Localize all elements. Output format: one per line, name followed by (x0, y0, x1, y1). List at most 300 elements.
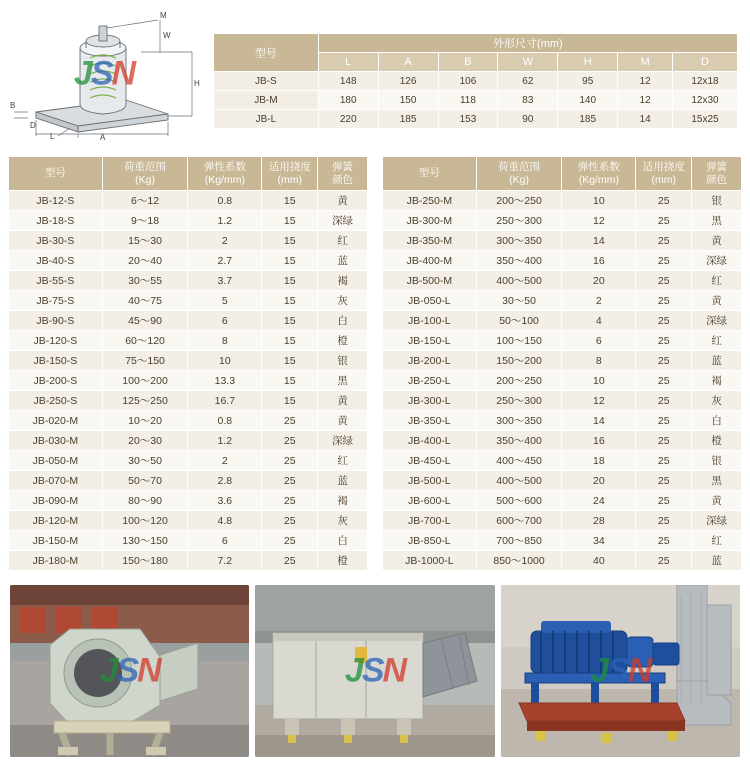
spec-cell-model: JB-350-M (383, 231, 477, 251)
spec-cell-k: 4 (562, 311, 636, 331)
spec-cell-deflection: 25 (636, 271, 692, 291)
spec-cell-model: JB-55-S (9, 271, 103, 291)
spec-cell-load: 15～30 (102, 231, 188, 251)
spec-col-k (562, 157, 636, 191)
table-row (214, 91, 738, 110)
watermark-j: J (73, 54, 91, 93)
spec-cell-model: JB-500-L (383, 471, 477, 491)
spec-cell-k: 2 (562, 291, 636, 311)
spec-col-color (692, 157, 742, 191)
table-row (9, 451, 368, 471)
table-row (9, 291, 368, 311)
spring-mount-diagram (8, 8, 213, 140)
dim-cell: 15x25 (673, 110, 738, 129)
diagram-label-L: L (50, 132, 55, 140)
spec-cell-color: 橙 (318, 331, 368, 351)
spec-cell-model: JB-020-M (9, 411, 103, 431)
spec-cell-deflection: 25 (636, 191, 692, 211)
spec-cell-load: 60～120 (102, 331, 188, 351)
spec-cell-load: 250～300 (476, 391, 562, 411)
spec-cell-model: JB-300-M (383, 211, 477, 231)
spec-cell-k: 8 (562, 351, 636, 371)
spec-cell-color: 橙 (318, 551, 368, 571)
spec-cell-deflection: 25 (636, 291, 692, 311)
spec-col-load-line1: 荷重范围 (124, 161, 167, 174)
diagram-label-B: B (10, 101, 16, 110)
dim-cell: 14 (618, 110, 673, 129)
spec-cell-load: 6～12 (102, 191, 188, 211)
diagram-label-D: D (30, 121, 36, 130)
spec-table-left (8, 156, 368, 571)
dim-col-model: 型号 (214, 34, 319, 72)
spec-cell-deflection: 15 (262, 391, 318, 411)
spec-cell-load: 30～50 (102, 451, 188, 471)
spec-cell-color: 黄 (692, 291, 742, 311)
spec-cell-color: 黄 (692, 231, 742, 251)
spec-cell-color: 橙 (692, 431, 742, 451)
watermark-s: S (607, 651, 628, 690)
spec-cell-k: 34 (562, 531, 636, 551)
spec-cell-model: JB-700-L (383, 511, 477, 531)
spec-col-defl-line2: (mm) (651, 173, 676, 186)
spec-cell-load: 125～250 (102, 391, 188, 411)
spec-cell-deflection: 25 (262, 431, 318, 451)
table-row (9, 511, 368, 531)
spec-col-k-line2: (Kg/mm) (578, 173, 619, 186)
dim-cell: 106 (438, 72, 498, 91)
spec-col-load (102, 157, 188, 191)
spec-cell-model: JB-030-M (9, 431, 103, 451)
spec-cell-load: 500～600 (476, 491, 562, 511)
spec-cell-load: 20～30 (102, 431, 188, 451)
spec-col-color-line1: 弹簧 (706, 161, 728, 174)
spec-cell-k: 12 (562, 211, 636, 231)
table-row (383, 211, 742, 231)
spec-cell-deflection: 15 (262, 211, 318, 231)
spec-cell-deflection: 25 (636, 211, 692, 231)
spec-cell-deflection: 25 (636, 531, 692, 551)
spec-cell-load: 700～850 (476, 531, 562, 551)
table-header-row (214, 34, 738, 53)
spec-cell-load: 10～20 (102, 411, 188, 431)
spec-cell-load: 400～500 (476, 271, 562, 291)
spec-cell-deflection: 25 (636, 251, 692, 271)
table-row (383, 391, 742, 411)
spec-cell-model: JB-250-L (383, 371, 477, 391)
spec-cell-k: 6 (188, 531, 262, 551)
watermark-n: N (111, 54, 135, 93)
spec-cell-model: JB-250-M (383, 191, 477, 211)
spec-cell-load: 9～18 (102, 211, 188, 231)
table-row (214, 110, 738, 129)
spec-cell-model: JB-600-L (383, 491, 477, 511)
spec-cell-load: 300～350 (476, 231, 562, 251)
spec-cell-load: 400～500 (476, 471, 562, 491)
spec-cell-model: JB-300-L (383, 391, 477, 411)
spec-cell-k: 13.3 (188, 371, 262, 391)
table-row (383, 251, 742, 271)
spec-cell-model: JB-200-L (383, 351, 477, 371)
spec-cell-load: 250～300 (476, 211, 562, 231)
spec-cell-deflection: 15 (262, 371, 318, 391)
spec-cell-color: 红 (692, 271, 742, 291)
dim-col-B: B (438, 53, 498, 72)
dim-col-A: A (378, 53, 438, 72)
watermark-j: J (344, 651, 362, 690)
spec-cell-deflection: 25 (262, 491, 318, 511)
table-row (383, 291, 742, 311)
spec-cell-k: 20 (562, 271, 636, 291)
spec-cell-color: 红 (692, 331, 742, 351)
photo-gallery (0, 571, 750, 761)
spec-cell-load: 150～200 (476, 351, 562, 371)
spec-cell-color: 灰 (692, 391, 742, 411)
spec-cell-deflection: 25 (262, 551, 318, 571)
spec-cell-k: 2 (188, 451, 262, 471)
spec-cell-k: 10 (188, 351, 262, 371)
spec-cell-k: 24 (562, 491, 636, 511)
spec-cell-k: 14 (562, 231, 636, 251)
spec-col-deflection (262, 157, 318, 191)
spec-cell-k: 3.6 (188, 491, 262, 511)
spec-cell-deflection: 15 (262, 291, 318, 311)
spec-cell-k: 1.2 (188, 431, 262, 451)
spec-cell-load: 100～150 (476, 331, 562, 351)
spec-cell-k: 10 (562, 191, 636, 211)
spec-cell-deflection: 15 (262, 271, 318, 291)
spec-cell-k: 14 (562, 411, 636, 431)
table-row (9, 411, 368, 431)
table-row (9, 191, 368, 211)
dim-cell: 150 (378, 91, 438, 110)
spec-col-color-line1: 弹簧 (332, 161, 354, 174)
table-row (383, 471, 742, 491)
dim-cell: 12x18 (673, 72, 738, 91)
table-row (214, 72, 738, 91)
spec-cell-model: JB-250-S (9, 391, 103, 411)
spec-cell-k: 3.7 (188, 271, 262, 291)
spec-cell-model: JB-180-M (9, 551, 103, 571)
table-header-row (383, 157, 742, 191)
dim-cell: 185 (378, 110, 438, 129)
spec-cell-k: 12 (562, 391, 636, 411)
table-row (383, 511, 742, 531)
spec-cell-model: JB-30-S (9, 231, 103, 251)
spec-cell-k: 20 (562, 471, 636, 491)
table-row (383, 431, 742, 451)
dim-cell: 83 (498, 91, 558, 110)
table-header-row (9, 157, 368, 191)
spec-cell-load: 150～180 (102, 551, 188, 571)
spec-cell-model: JB-100-L (383, 311, 477, 331)
photo-2-graphic (255, 585, 494, 757)
spec-cell-model: JB-090-M (9, 491, 103, 511)
spec-cell-deflection: 25 (636, 511, 692, 531)
spec-cell-k: 18 (562, 451, 636, 471)
dim-cell: 180 (318, 91, 378, 110)
dim-model: JB-S (214, 72, 319, 91)
spec-cell-deflection: 25 (636, 311, 692, 331)
spec-cell-k: 2.8 (188, 471, 262, 491)
spec-cell-color: 深绿 (318, 211, 368, 231)
spec-left-body (9, 191, 368, 571)
spec-cell-k: 2.7 (188, 251, 262, 271)
spec-cell-k: 7.2 (188, 551, 262, 571)
spec-cell-load: 350～400 (476, 431, 562, 451)
table-row (383, 411, 742, 431)
spec-cell-model: JB-500-M (383, 271, 477, 291)
spec-cell-color: 蓝 (318, 251, 368, 271)
spec-col-load-line2: (Kg) (509, 173, 529, 186)
spec-col-deflection (636, 157, 692, 191)
spec-cell-model: JB-75-S (9, 291, 103, 311)
spec-cell-load: 50～100 (476, 311, 562, 331)
spec-cell-deflection: 15 (262, 231, 318, 251)
spec-col-k-line1: 弹性系数 (203, 161, 246, 174)
table-row (9, 211, 368, 231)
watermark-j: J (590, 651, 608, 690)
spec-col-load-line2: (Kg) (135, 173, 155, 186)
photo-3-graphic (501, 585, 740, 757)
spec-cell-model: JB-050-M (9, 451, 103, 471)
spec-cell-color: 灰 (318, 511, 368, 531)
dim-cell: 90 (498, 110, 558, 129)
spec-col-k-line2: (Kg/mm) (204, 173, 245, 186)
dim-group-header: 外形尺寸(mm) (318, 34, 737, 53)
table-row (9, 491, 368, 511)
table-row (9, 391, 368, 411)
spec-cell-load: 850～1000 (476, 551, 562, 571)
table-row (9, 331, 368, 351)
spec-col-color-line2: 颜色 (332, 173, 354, 186)
spec-cell-deflection: 15 (262, 311, 318, 331)
spec-cell-load: 40～75 (102, 291, 188, 311)
table-row (9, 271, 368, 291)
spec-cell-deflection: 25 (262, 511, 318, 531)
dimension-table (213, 33, 738, 129)
table-row (9, 551, 368, 571)
spec-cell-load: 100～120 (102, 511, 188, 531)
dim-model: JB-L (214, 110, 319, 129)
dim-cell: 12 (618, 91, 673, 110)
spec-col-k (188, 157, 262, 191)
spec-cell-k: 2 (188, 231, 262, 251)
spec-cell-deflection: 25 (636, 411, 692, 431)
spec-cell-deflection: 25 (636, 491, 692, 511)
dim-cell: 220 (318, 110, 378, 129)
spec-cell-model: JB-12-S (9, 191, 103, 211)
spec-cell-color: 深绿 (692, 251, 742, 271)
spec-col-model: 型号 (9, 157, 103, 191)
spec-cell-load: 50～70 (102, 471, 188, 491)
photo-motor-pump-skid (501, 585, 740, 757)
spec-col-color (318, 157, 368, 191)
spec-table-right (382, 156, 742, 571)
spec-cell-k: 40 (562, 551, 636, 571)
spec-col-defl-line1: 适用挠度 (642, 161, 685, 174)
spec-cell-model: JB-450-L (383, 451, 477, 471)
spec-cell-deflection: 25 (636, 371, 692, 391)
spec-cell-model: JB-400-M (383, 251, 477, 271)
table-row (9, 371, 368, 391)
table-row (383, 491, 742, 511)
spec-cell-deflection: 25 (636, 351, 692, 371)
spec-cell-deflection: 25 (636, 551, 692, 571)
photo-air-handling-unit (255, 585, 494, 757)
spec-cell-model: JB-150-S (9, 351, 103, 371)
spec-cell-color: 蓝 (692, 551, 742, 571)
spec-cell-color: 黄 (318, 411, 368, 431)
top-section (0, 0, 750, 140)
table-row (383, 271, 742, 291)
spec-cell-load: 200～250 (476, 371, 562, 391)
spec-cell-load: 30～50 (476, 291, 562, 311)
spec-cell-model: JB-40-S (9, 251, 103, 271)
spec-cell-deflection: 25 (262, 451, 318, 471)
spec-cell-load: 80～90 (102, 491, 188, 511)
spec-cell-k: 0.8 (188, 411, 262, 431)
spec-cell-model: JB-400-L (383, 431, 477, 451)
dim-cell: 62 (498, 72, 558, 91)
spec-cell-k: 0.8 (188, 191, 262, 211)
spec-cell-deflection: 15 (262, 191, 318, 211)
watermark-j: J (99, 651, 117, 690)
dim-col-L: L (318, 53, 378, 72)
spec-cell-model: JB-150-L (383, 331, 477, 351)
spec-cell-load: 20～40 (102, 251, 188, 271)
spec-cell-load: 45～90 (102, 311, 188, 331)
spec-cell-color: 银 (692, 451, 742, 471)
spec-cell-model: JB-1000-L (383, 551, 477, 571)
spec-cell-k: 8 (188, 331, 262, 351)
dim-cell: 12x30 (673, 91, 738, 110)
dim-cell: 148 (318, 72, 378, 91)
spec-cell-load: 30～55 (102, 271, 188, 291)
dim-cell: 12 (618, 72, 673, 91)
dim-col-D: D (673, 53, 738, 72)
watermark-s: S (361, 651, 383, 690)
table-row (9, 251, 368, 271)
spec-cell-load: 130～150 (102, 531, 188, 551)
spec-cell-k: 16.7 (188, 391, 262, 411)
spec-cell-k: 16 (562, 251, 636, 271)
watermark-s: S (90, 54, 112, 93)
dim-model: JB-M (214, 91, 319, 110)
watermark-n: N (137, 651, 160, 690)
dim-col-W: W (498, 53, 558, 72)
spec-cell-color: 黑 (318, 371, 368, 391)
spec-cell-k: 16 (562, 431, 636, 451)
spec-cell-load: 350～400 (476, 251, 562, 271)
spec-cell-model: JB-850-L (383, 531, 477, 551)
spec-cell-k: 10 (562, 371, 636, 391)
table-row (383, 551, 742, 571)
spec-cell-color: 白 (318, 531, 368, 551)
spec-cell-model: JB-200-S (9, 371, 103, 391)
spec-cell-deflection: 25 (262, 411, 318, 431)
spec-cell-color: 褐 (318, 271, 368, 291)
spec-cell-k: 4.8 (188, 511, 262, 531)
spec-cell-model: JB-350-L (383, 411, 477, 431)
diagram-label-M: M (160, 11, 167, 20)
spec-cell-color: 白 (692, 411, 742, 431)
table-row (383, 531, 742, 551)
dim-cell: 95 (558, 72, 618, 91)
spec-cell-color: 银 (318, 351, 368, 371)
table-row (383, 231, 742, 251)
table-row (383, 331, 742, 351)
spec-cell-deflection: 15 (262, 331, 318, 351)
table-row (9, 231, 368, 251)
spec-cell-deflection: 25 (636, 431, 692, 451)
spec-cell-k: 6 (188, 311, 262, 331)
spec-cell-color: 深绿 (692, 311, 742, 331)
dim-cell: 126 (378, 72, 438, 91)
spec-cell-model: JB-120-S (9, 331, 103, 351)
spec-cell-model: JB-90-S (9, 311, 103, 331)
spec-cell-model: JB-150-M (9, 531, 103, 551)
spec-cell-model: JB-120-M (9, 511, 103, 531)
spec-cell-deflection: 25 (262, 471, 318, 491)
watermark-n: N (627, 651, 651, 690)
spec-cell-load: 200～250 (476, 191, 562, 211)
spec-cell-color: 黑 (692, 211, 742, 231)
dim-cell: 118 (438, 91, 498, 110)
spec-cell-deflection: 25 (636, 231, 692, 251)
spec-cell-load: 400～450 (476, 451, 562, 471)
spec-col-defl-line1: 适用挠度 (268, 161, 311, 174)
spec-cell-k: 1.2 (188, 211, 262, 231)
spec-cell-color: 黄 (318, 191, 368, 211)
spec-cell-deflection: 25 (636, 451, 692, 471)
table-row (9, 531, 368, 551)
watermark-s: S (116, 651, 138, 690)
spec-cell-k: 28 (562, 511, 636, 531)
spec-cell-model: JB-050-L (383, 291, 477, 311)
table-row (383, 351, 742, 371)
table-row (383, 191, 742, 211)
watermark-n: N (382, 651, 406, 690)
table-row (9, 431, 368, 451)
diagram-svg (8, 8, 213, 140)
spec-col-load (476, 157, 562, 191)
diagram-label-W: W (163, 31, 171, 40)
photo-centrifugal-fan (10, 585, 249, 757)
table-row (383, 451, 742, 471)
spec-cell-color: 灰 (318, 291, 368, 311)
table-row (9, 351, 368, 371)
spec-col-load-line1: 荷重范围 (498, 161, 541, 174)
spec-cell-deflection: 25 (636, 391, 692, 411)
dim-cell: 185 (558, 110, 618, 129)
spec-cell-color: 红 (692, 531, 742, 551)
spec-cell-deflection: 25 (262, 531, 318, 551)
spec-right-body (383, 191, 742, 571)
spec-cell-color: 银 (692, 191, 742, 211)
spec-cell-color: 红 (318, 451, 368, 471)
spec-cell-color: 黄 (318, 391, 368, 411)
spec-col-defl-line2: (mm) (277, 173, 302, 186)
dim-cell: 140 (558, 91, 618, 110)
spec-cell-load: 600～700 (476, 511, 562, 531)
table-row (383, 311, 742, 331)
spec-col-model: 型号 (383, 157, 477, 191)
spec-cell-k: 5 (188, 291, 262, 311)
spec-tables-section (0, 140, 750, 571)
spec-cell-color: 红 (318, 231, 368, 251)
table-row (9, 471, 368, 491)
dim-col-H: H (558, 53, 618, 72)
